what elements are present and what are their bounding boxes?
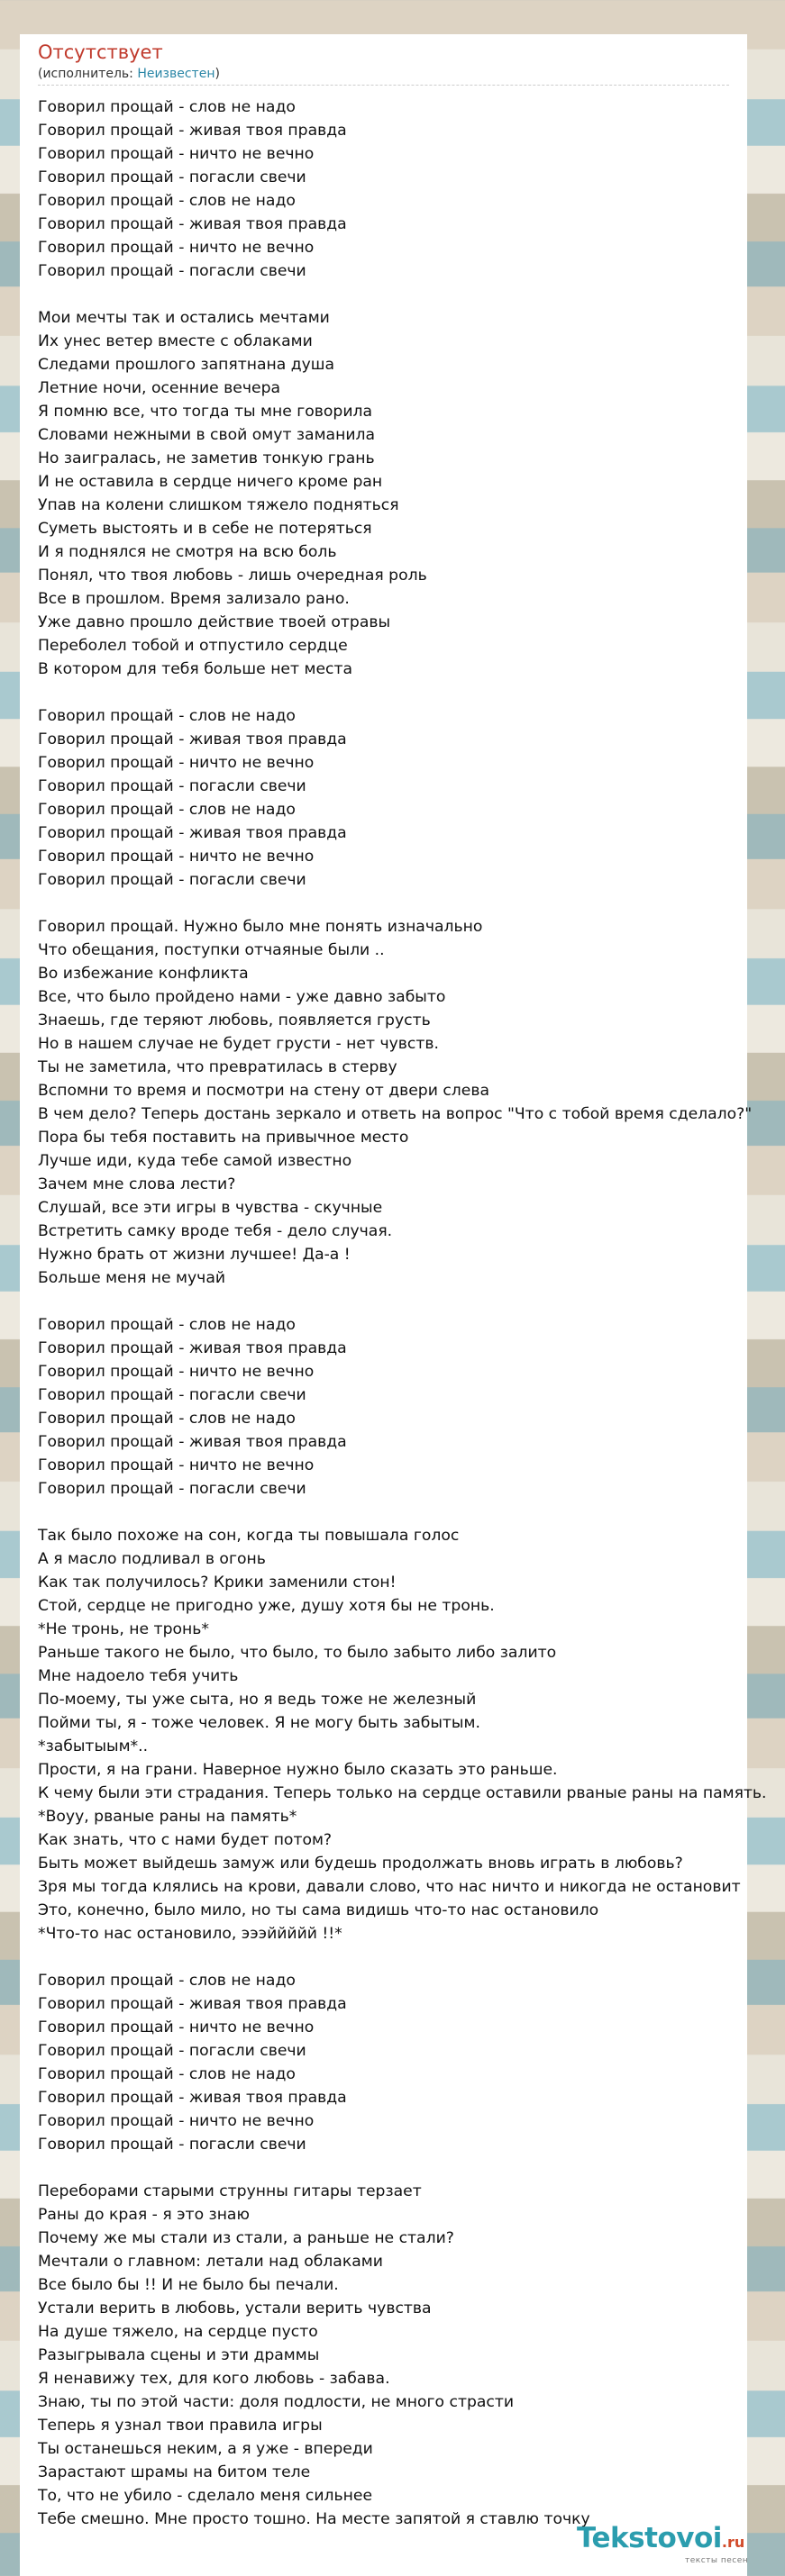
lyric-line: Говорил прощай - ничто не вечно: [38, 848, 315, 866]
lyric-line: *Воуу, рваные раны на память*: [38, 1808, 297, 1826]
lyric-line: Стой, сердце не пригодно уже, душу хотя бы не тронь.: [38, 1597, 495, 1615]
lyric-line: Мои мечты так и остались мечтами: [38, 309, 330, 327]
lyric-line: *Что-то нас остановило, эээййййй !!*: [38, 1925, 342, 1943]
lyric-line: Пойми ты, я - тоже человек. Я не могу быть забытым.: [38, 1714, 480, 1732]
lyric-line: Говорил прощай - слов не надо: [38, 192, 296, 210]
lyric-line: Говорил прощай - слов не надо: [38, 801, 296, 819]
lyric-line: Во избежание конфликта: [38, 965, 249, 983]
lyric-line: Нужно брать от жизни лучшее! Да-а !: [38, 1246, 351, 1264]
lyric-line: Говорил прощай - живая твоя правда: [38, 1339, 347, 1357]
lyric-line: Говорил прощай - ничто не вечно: [38, 1456, 315, 1474]
lyric-line: И я поднялся не смотря на всю боль: [38, 543, 337, 561]
lyric-line: Говорил прощай - слов не надо: [38, 1410, 296, 1428]
lyric-line: Летние ночи, осенние вечера: [38, 379, 281, 397]
lyric-line: Устали верить в любовь, устали верить чувства: [38, 2299, 432, 2317]
lyric-line: Говорил прощай - погасли свечи: [38, 777, 306, 795]
artist-prefix: (исполнитель:: [38, 67, 138, 81]
lyric-line: Говорил прощай - ничто не вечно: [38, 1363, 315, 1381]
lyric-line: Тебе смешно. Мне просто тошно. На месте запятой я ставлю точку: [38, 2510, 590, 2528]
lyric-line: Знаешь, где теряют любовь, появляется грусть: [38, 1011, 431, 1029]
lyric-line: Говорил прощай - слов не надо: [38, 1316, 296, 1334]
lyric-line: Но заигралась, не заметив тонкую грань: [38, 449, 375, 467]
lyric-line: Суметь выстоять и в себе не потеряться: [38, 520, 372, 538]
lyric-line: [38, 283, 785, 306]
lyric-line: Как так получилось? Крики заменили стон!: [38, 1574, 397, 1592]
lyric-line: Зарастают шрамы на битом теле: [38, 2463, 311, 2481]
lyric-line: Я ненавижу тех, для кого любовь - забава.: [38, 2370, 390, 2388]
lyric-line: Говорил прощай - погасли свечи: [38, 2042, 306, 2060]
lyric-line: В котором для тебя больше нет места: [38, 660, 353, 678]
lyric-line: Говорил прощай - ничто не вечно: [38, 754, 315, 772]
lyric-line: Мечтали о главном: летали над облаками: [38, 2253, 383, 2271]
lyric-line: Словами нежными в свой омут заманила: [38, 426, 376, 444]
lyric-line: Встретить самку вроде тебя - дело случая.: [38, 1222, 393, 1240]
lyric-line: Лучше иди, куда тебе самой известно: [38, 1152, 352, 1170]
lyric-line: Я помню все, что тогда ты мне говорила: [38, 403, 373, 421]
site-logo[interactable]: [577, 2522, 780, 2572]
lyric-line: Почему же мы стали из стали, а раньше не стали?: [38, 2229, 454, 2247]
lyric-line: [38, 892, 785, 915]
lyric-line: Говорил прощай - живая твоя правда: [38, 122, 347, 140]
lyric-line: Так было похоже на сон, когда ты повышала голос: [38, 1527, 460, 1545]
lyric-line: Говорил прощай - живая твоя правда: [38, 730, 347, 748]
lyric-line: [38, 1946, 785, 1969]
lyric-line: Прости, я на грани. Наверное нужно было сказать это раньше.: [38, 1761, 558, 1779]
lyric-line: И не оставила в сердце ничего кроме ран: [38, 473, 383, 491]
lyric-line: Говорил прощай - живая твоя правда: [38, 1995, 347, 2013]
lyric-line: Слушай, все эти игры в чувства - скучные: [38, 1199, 383, 1217]
lyric-line: Говорил прощай - ничто не вечно: [38, 2018, 315, 2036]
lyric-line: Быть может выйдешь замуж или будешь продолжать вновь играть в любовь?: [38, 1855, 683, 1873]
lyric-line: Говорил прощай. Нужно было мне понять изначально: [38, 918, 483, 936]
song-title: Отсутствует: [38, 41, 163, 63]
artist-link[interactable]: Неизвестен: [137, 67, 215, 81]
lyric-line: Все, что было пройдено нами - уже давно забыто: [38, 988, 446, 1006]
lyric-line: Как знать, что с нами будет потом?: [38, 1831, 333, 1849]
lyric-line: Переболел тобой и отпустило сердце: [38, 637, 348, 655]
lyric-line: Ты останешься неким, а я уже - впереди: [38, 2440, 373, 2458]
logo-name: Tekstovoi: [577, 2522, 722, 2554]
lyric-line: [38, 1290, 785, 1313]
lyrics-text: [38, 95, 785, 2531]
lyric-line: Говорил прощай - слов не надо: [38, 1972, 296, 1990]
artist-suffix: ): [215, 67, 220, 81]
lyric-line: Что обещания, поступки отчаяные были ..: [38, 941, 385, 959]
lyric-line: Все было бы !! И не было бы печали.: [38, 2276, 339, 2294]
lyric-line: В чем дело? Теперь достань зеркало и ответь на вопрос "Что с тобой время сделало?": [38, 1105, 753, 1123]
lyric-line: То, что не убило - сделало меня сильнее: [38, 2487, 373, 2505]
lyric-line: Говорил прощай - ничто не вечно: [38, 145, 315, 163]
lyric-line: По-моему, ты уже сыта, но я ведь тоже не железный: [38, 1691, 477, 1709]
lyrics-page: [20, 34, 767, 2576]
logo-tld: .ru: [721, 2534, 745, 2551]
lyric-line: *Не тронь, не тронь*: [38, 1620, 209, 1638]
lyric-line: Говорил прощай - ничто не вечно: [38, 2112, 315, 2130]
lyric-line: Говорил прощай - погасли свечи: [38, 2136, 306, 2154]
lyric-line: [38, 2156, 785, 2180]
lyric-line: На душе тяжело, на сердце пусто: [38, 2323, 318, 2341]
lyric-line: Их унес ветер вместе с облаками: [38, 332, 313, 350]
artist-line: [38, 67, 220, 81]
lyric-line: Ты не заметила, что превратилась в стерву: [38, 1058, 397, 1076]
lyric-line: Говорил прощай - погасли свечи: [38, 168, 306, 186]
lyric-line: *забытыым*..: [38, 1737, 149, 1755]
lyric-line: [38, 681, 785, 704]
lyric-line: Но в нашем случае не будет грусти - нет чувств.: [38, 1035, 439, 1053]
lyric-line: Говорил прощай - живая твоя правда: [38, 1433, 347, 1451]
lyric-line: Раны до края - я это знаю: [38, 2206, 250, 2224]
header-divider: [38, 85, 729, 86]
lyric-line: Говорил прощай - живая твоя правда: [38, 824, 347, 842]
lyric-line: Говорил прощай - слов не надо: [38, 707, 296, 725]
lyric-line: Все в прошлом. Время зализало рано.: [38, 590, 350, 608]
lyric-line: Разыгрывала сцены и эти драммы: [38, 2346, 320, 2364]
lyric-line: Упав на колени слишком тяжело подняться: [38, 496, 399, 514]
lyric-line: Это, конечно, было мило, но ты сама видишь что-то нас остановило: [38, 1901, 599, 1919]
lyric-line: Говорил прощай - живая твоя правда: [38, 2089, 347, 2107]
lyric-line: Говорил прощай - слов не надо: [38, 98, 296, 116]
lyric-line: Знаю, ты по этой части: доля подлости, не много страсти: [38, 2393, 515, 2411]
lyric-line: Мне надоело тебя учить: [38, 1667, 239, 1685]
lyric-line: Больше меня не мучай: [38, 1269, 226, 1287]
lyric-line: Говорил прощай - слов не надо: [38, 2065, 296, 2083]
lyric-line: Говорил прощай - погасли свечи: [38, 871, 306, 889]
lyric-line: [38, 1501, 785, 1524]
lyric-line: Следами прошлого запятнана душа: [38, 356, 335, 374]
lyric-line: К чему были эти страдания. Теперь только на сердце оставили рваные раны на память.: [38, 1784, 767, 1802]
lyric-line: Говорил прощай - погасли свечи: [38, 1386, 306, 1404]
lyric-line: Пора бы тебя поставить на привычное место: [38, 1129, 409, 1147]
lyric-line: Зачем мне слова лести?: [38, 1175, 236, 1193]
lyric-line: Зря мы тогда клялись на крови, давали слово, что нас ничто и никогда не остановит: [38, 1878, 741, 1896]
lyric-line: Вспомни то время и посмотри на стену от двери слева: [38, 1082, 490, 1100]
lyric-line: Говорил прощай - ничто не вечно: [38, 239, 315, 257]
logo-tagline: тексты песен: [685, 2556, 749, 2565]
lyric-line: Говорил прощай - погасли свечи: [38, 1480, 306, 1498]
lyric-line: Понял, что твоя любовь - лишь очередная роль: [38, 567, 427, 585]
lyric-line: А я масло подливал в огонь: [38, 1550, 266, 1568]
lyric-line: Говорил прощай - погасли свечи: [38, 262, 306, 280]
lyric-line: Раньше такого не было, что было, то было забыто либо залито: [38, 1644, 557, 1662]
lyric-line: Теперь я узнал твои правила игры: [38, 2417, 323, 2435]
lyric-line: Переборами старыми струнны гитары терзает: [38, 2182, 422, 2200]
lyric-line: Говорил прощай - живая твоя правда: [38, 215, 347, 233]
lyric-line: Уже давно прошло действие твоей отравы: [38, 613, 391, 631]
